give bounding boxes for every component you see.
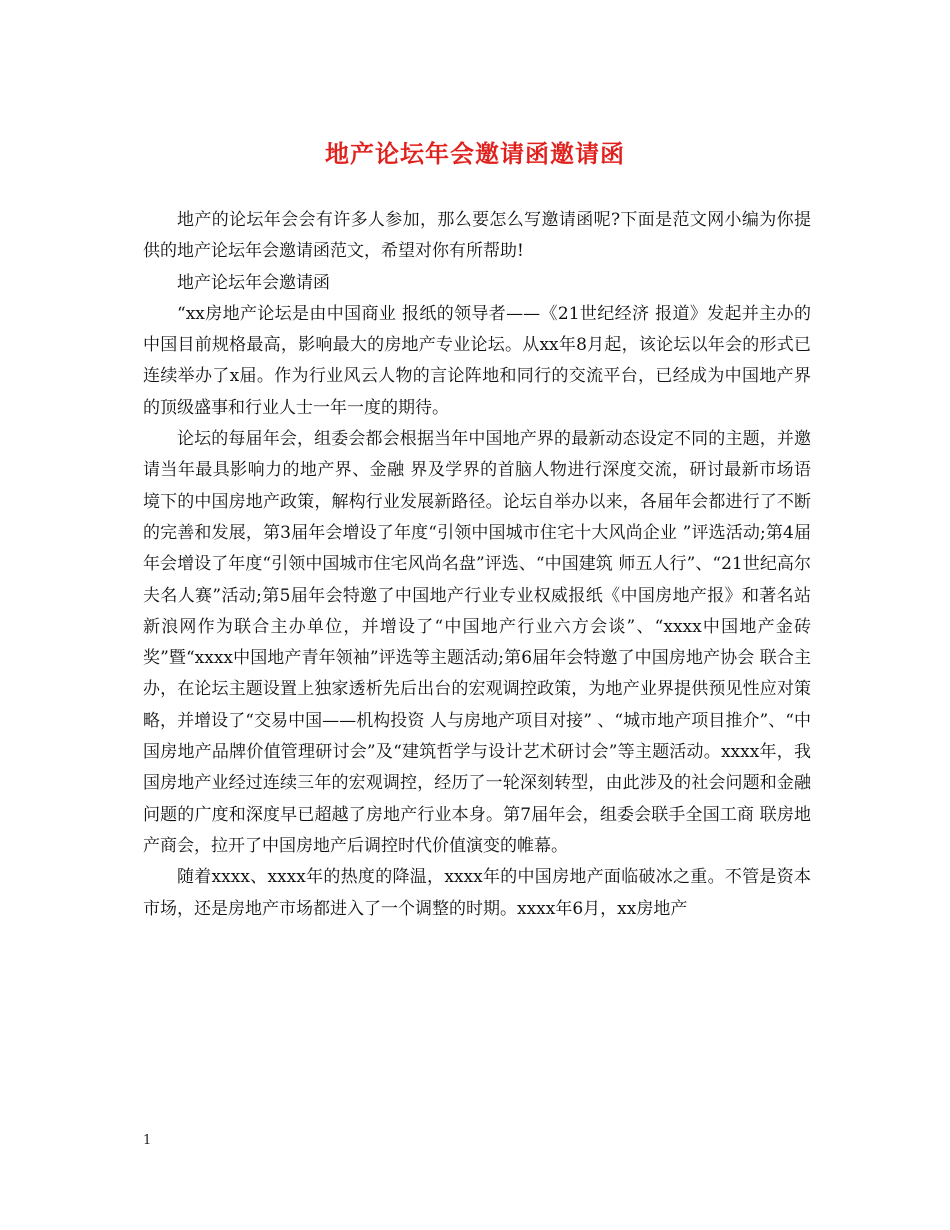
document-title: 地产论坛年会邀请函邀请函 <box>325 139 625 168</box>
intro-paragraph: 地产的论坛年会会有许多人参加，那么要怎么写邀请函呢?下面是范文网小编为你提供的地产论坛年会邀请函范文，希望对你有所帮助! <box>143 210 811 262</box>
forum-intro-paragraph: “xx房地产论坛是由中国商业 报纸的领导者——《21世纪经济 报道》发起并主办的中国目前规格最高，影响最大的房地产专业论坛。从xx年8月起，该论坛以年会的形式已连续举办了x届。作为行业风云人物的言论阵地和同行的交流平台，已经成为中国地产界的顶级盛事和行业人士一年一度的期待。 <box>143 303 811 418</box>
market-paragraph: 随着xxxx、xxxx年的热度的降温，xxxx年的中国房地产面临破冰之重。不管是资本市场，还是房地产市场都进入了一个调整的时期。xxxx年6月，xx房地产 <box>143 867 811 919</box>
section-heading: 地产论坛年会邀请函 <box>177 272 330 293</box>
page-number: 1 <box>143 1133 152 1148</box>
forum-history-paragraph: 论坛的每届年会，组委会都会根据当年中国地产界的最新动态设定不同的主题，并邀请当年最具影响力的地产界、金融 界及学界的首脑人物进行深度交流，研讨最新市场语境下的中国房地产政策，解构行业发展新路径。论坛自举办以来，各届年会都进行了不断的完善和发展，第3届年会增设了年度“引领中国城市住宅十大风尚企业 ”评选活动;第4届年会增设了年度“引领中国城市住宅风尚名盘”评选、“中国建筑 师五人行”、“21世纪高尔夫名人赛”活动;第5届年会特邀了中国地产行业专业权威报纸《中国房地产报》和著名站新浪网作为联合主办单位，并增设了“中国地产行业六方会谈”、“xxxx中国地产金砖奖”暨“xxxx中国地产青年领袖”评选等主题活动;第6届年会特邀了中国房地产协会 联合主办，在论坛主题设置上独家透析先后出台的宏观调控政策，为地产业界提供预见性应对策略，并增设了“交易中国——机构投资 人与房地产项目对接” 、“城市地产项目推介”、“中国房地产品牌价值管理研讨会”及“建筑哲学与设计艺术研讨会”等主题活动。xxxx年，我国房地产业经过连续三年的宏观调控，经历了一轮深刻转型，由此涉及的社会问题和金融问题的广度和深度早已超越了房地产行业本身。第7届年会，组委会联手全国工商 联房地产商会，拉开了中国房地产后调控时代价值演变的帷幕。 <box>143 429 811 856</box>
document-body <box>143 205 811 925</box>
